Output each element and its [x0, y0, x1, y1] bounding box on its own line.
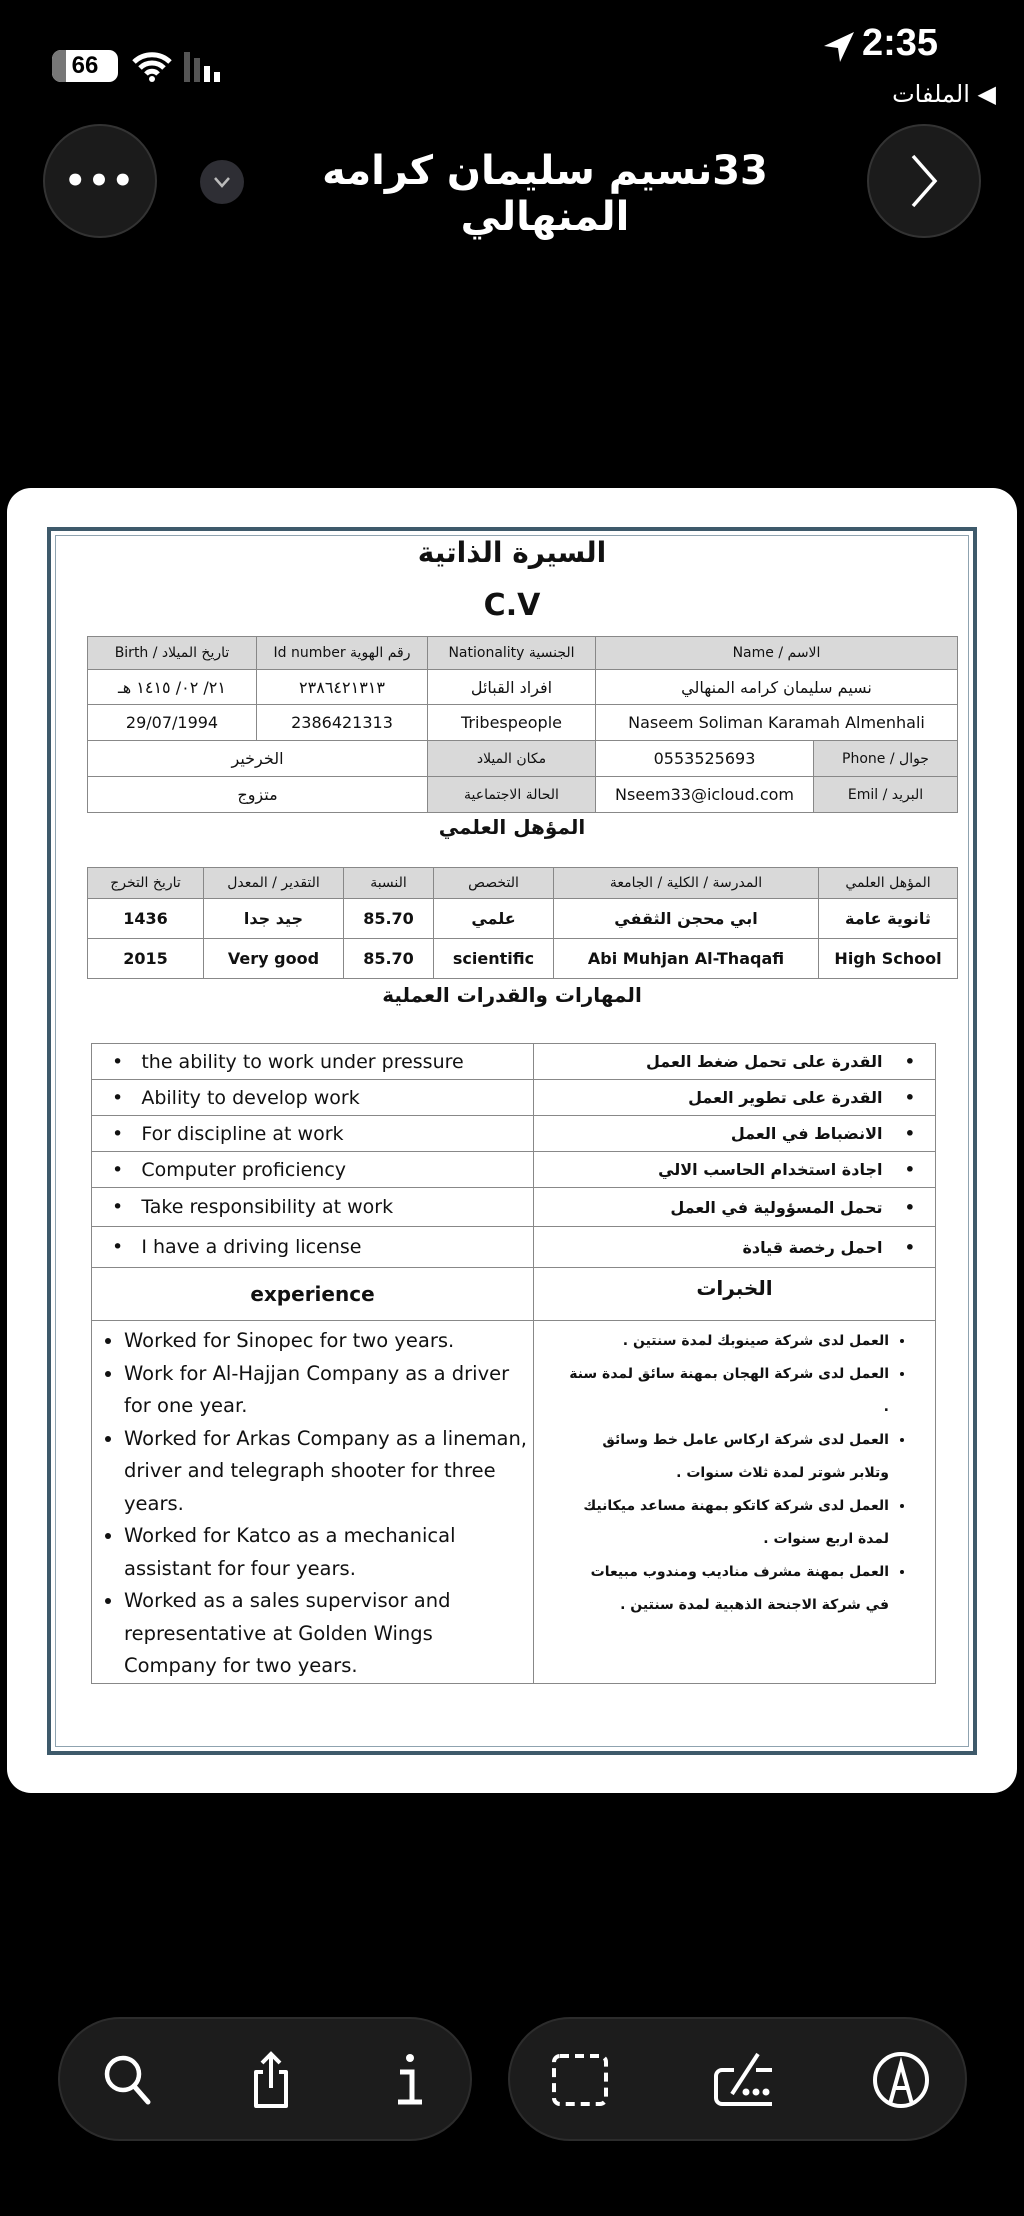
- location-arrow-icon: [822, 30, 856, 64]
- select-button[interactable]: [550, 2050, 610, 2110]
- experience-item: • العمل بمهنة مشرف مناديب ومندوب مبيعات في شركة الاجنحة الذهبية لمدة سنتين .: [566, 1556, 889, 1622]
- title-menu-button[interactable]: [200, 160, 244, 204]
- chevron-right-icon: [909, 154, 939, 208]
- markup-button[interactable]: [871, 2050, 931, 2110]
- table-row: [88, 939, 958, 979]
- personal-info-table: [87, 636, 958, 813]
- forward-button[interactable]: [867, 124, 981, 238]
- nationality-en: Tribespeople: [428, 705, 596, 741]
- header-percent: النسبة: [344, 868, 434, 899]
- signal-icon: [184, 52, 224, 82]
- header-nationality: Nationality الجنسية: [428, 637, 596, 670]
- info-button[interactable]: [380, 2050, 440, 2110]
- cell: 85.70: [344, 899, 434, 939]
- skill-row: [92, 1080, 936, 1116]
- skill-en: • I have a driving license: [92, 1227, 534, 1268]
- document-title: 33نسيم سليمان كرامه المنهالي: [322, 148, 768, 240]
- experience-title-ar: الخبرات: [534, 1268, 936, 1321]
- education-heading: المؤهل العلمي: [438, 815, 586, 839]
- header-qualification: المؤهل العلمي: [819, 868, 958, 899]
- birthplace-value: الخرخير: [88, 741, 428, 777]
- experience-item: • Worked for Sinopec for two years.: [124, 1325, 529, 1358]
- cell: Very good: [204, 939, 344, 979]
- phone-label: Phone / جوال: [814, 741, 958, 777]
- search-icon: [102, 2053, 152, 2107]
- more-button[interactable]: [43, 124, 157, 238]
- marital-label: الحالة الاجتماعية: [428, 777, 596, 813]
- ellipsis-icon: •••: [64, 161, 136, 201]
- cell: جيد جدا: [204, 899, 344, 939]
- cv-title-en: C.V: [483, 588, 541, 623]
- skill-ar: • تحمل المسؤولية في العمل: [534, 1188, 936, 1227]
- skill-en: • Take responsibility at work: [92, 1188, 534, 1227]
- experience-item: • العمل لدى شركة كاتكو بمهنة مساعد ميكانيك لمدة اربع سنوات .: [566, 1490, 889, 1556]
- skill-en: • Computer proficiency: [92, 1152, 534, 1188]
- skill-ar: • القدرة على تطوير العمل: [534, 1080, 936, 1116]
- cell: 1436: [88, 899, 204, 939]
- header-id: Id number رقم الهوية: [257, 637, 428, 670]
- skill-ar: • القدرة على تحمل ضغط العمل: [534, 1044, 936, 1080]
- experience-item: • العمل لدى شركة اركاس عامل خط وسائق وتلابر شوتر لمدة ثلاث سنوات .: [566, 1424, 889, 1490]
- info-icon: [390, 2050, 430, 2110]
- email-value: Nseem33@icloud.com: [596, 777, 814, 813]
- chevron-down-icon: [213, 176, 231, 188]
- skill-row: [92, 1188, 936, 1227]
- experience-list-en: [92, 1325, 529, 1683]
- marital-value: متزوج: [88, 777, 428, 813]
- table-row: [88, 899, 958, 939]
- cell: ثانوية عامة: [819, 899, 958, 939]
- form-fill-button[interactable]: [712, 2050, 772, 2110]
- birth-hijri: ٢١/ ٠٢/ ١٤١٥ هـ: [88, 670, 257, 705]
- skill-en: • Ability to develop work: [92, 1080, 534, 1116]
- skill-row: [92, 1044, 936, 1080]
- skills-table: [91, 1043, 936, 1684]
- skill-ar: • الانضباط في العمل: [534, 1116, 936, 1152]
- wifi-icon: [130, 50, 174, 82]
- search-button[interactable]: [97, 2050, 157, 2110]
- battery-indicator: 66: [52, 50, 118, 82]
- cell: ابي محجن الثقفي: [554, 899, 819, 939]
- header-school: المدرسة / الكلية / الجامعة: [554, 868, 819, 899]
- id-arabic: ٢٣٨٦٤٢١٣١٣: [257, 670, 428, 705]
- experience-item: • Worked for Katco as a mechanical assistant for four years.: [124, 1520, 529, 1585]
- header-name: Name / الاسم: [596, 637, 958, 670]
- header-birth: Birth / تاريخ الميلاد: [88, 637, 257, 670]
- experience-item: • Worked as a sales supervisor and representative at Golden Wings Company for two years.: [124, 1585, 529, 1683]
- cell: High School: [819, 939, 958, 979]
- share-icon: [246, 2050, 296, 2110]
- skill-row: [92, 1227, 936, 1268]
- cell: scientific: [434, 939, 554, 979]
- cv-title-ar: السيرة الذاتية: [417, 536, 607, 569]
- skill-ar: • اجادة استخدام الحاسب الالي: [534, 1152, 936, 1188]
- skill-ar: • احمل رخصة قيادة: [534, 1227, 936, 1268]
- experience-item: • العمل لدى شركة صينوبك لمدة سنتين .: [566, 1325, 889, 1358]
- experience-item: • Worked for Arkas Company as a lineman, driver and telegraph shooter for three years.: [124, 1423, 529, 1521]
- experience-item: • Work for Al-Hajjan Company as a driver for one year.: [124, 1358, 529, 1423]
- markup-icon: [871, 2050, 931, 2110]
- back-to-files-link[interactable]: ◀ الملفات: [892, 80, 996, 108]
- skill-row: [92, 1116, 936, 1152]
- skills-heading: المهارات والقدرات العملية: [382, 983, 642, 1007]
- cell: Abi Muhjan Al-Thaqafi: [554, 939, 819, 979]
- experience-item: • العمل لدى شركة الهجان بمهنة سائق لمدة سنة .: [566, 1358, 889, 1424]
- header-major: التخصص: [434, 868, 554, 899]
- name-en: Naseem Soliman Karamah Almenhali: [596, 705, 958, 741]
- skill-en: • For discipline at work: [92, 1116, 534, 1152]
- header-grad-date: تاريخ التخرج: [88, 868, 204, 899]
- share-button[interactable]: [241, 2050, 301, 2110]
- cell: 2015: [88, 939, 204, 979]
- cell: علمي: [434, 899, 554, 939]
- birth-gregorian: 29/07/1994: [88, 705, 257, 741]
- nationality-ar: افراد القبائل: [428, 670, 596, 705]
- skill-row: [92, 1152, 936, 1188]
- select-icon: [550, 2052, 610, 2108]
- skill-en: • the ability to work under pressure: [92, 1044, 534, 1080]
- birthplace-label: مكان الميلاد: [428, 741, 596, 777]
- header-grade: التقدير / المعدل: [204, 868, 344, 899]
- cell: 85.70: [344, 939, 434, 979]
- name-ar: نسيم سليمان كرامه المنهالي: [596, 670, 958, 705]
- phone-value: 0553525693: [596, 741, 814, 777]
- status-time: 2:35: [862, 22, 939, 64]
- experience-list-ar: [554, 1325, 935, 1622]
- keyboard-pen-icon: [712, 2050, 772, 2110]
- id-number: 2386421313: [257, 705, 428, 741]
- email-label: Emil / البريد: [814, 777, 958, 813]
- education-table: [87, 867, 958, 979]
- experience-title-en: experience: [92, 1268, 534, 1321]
